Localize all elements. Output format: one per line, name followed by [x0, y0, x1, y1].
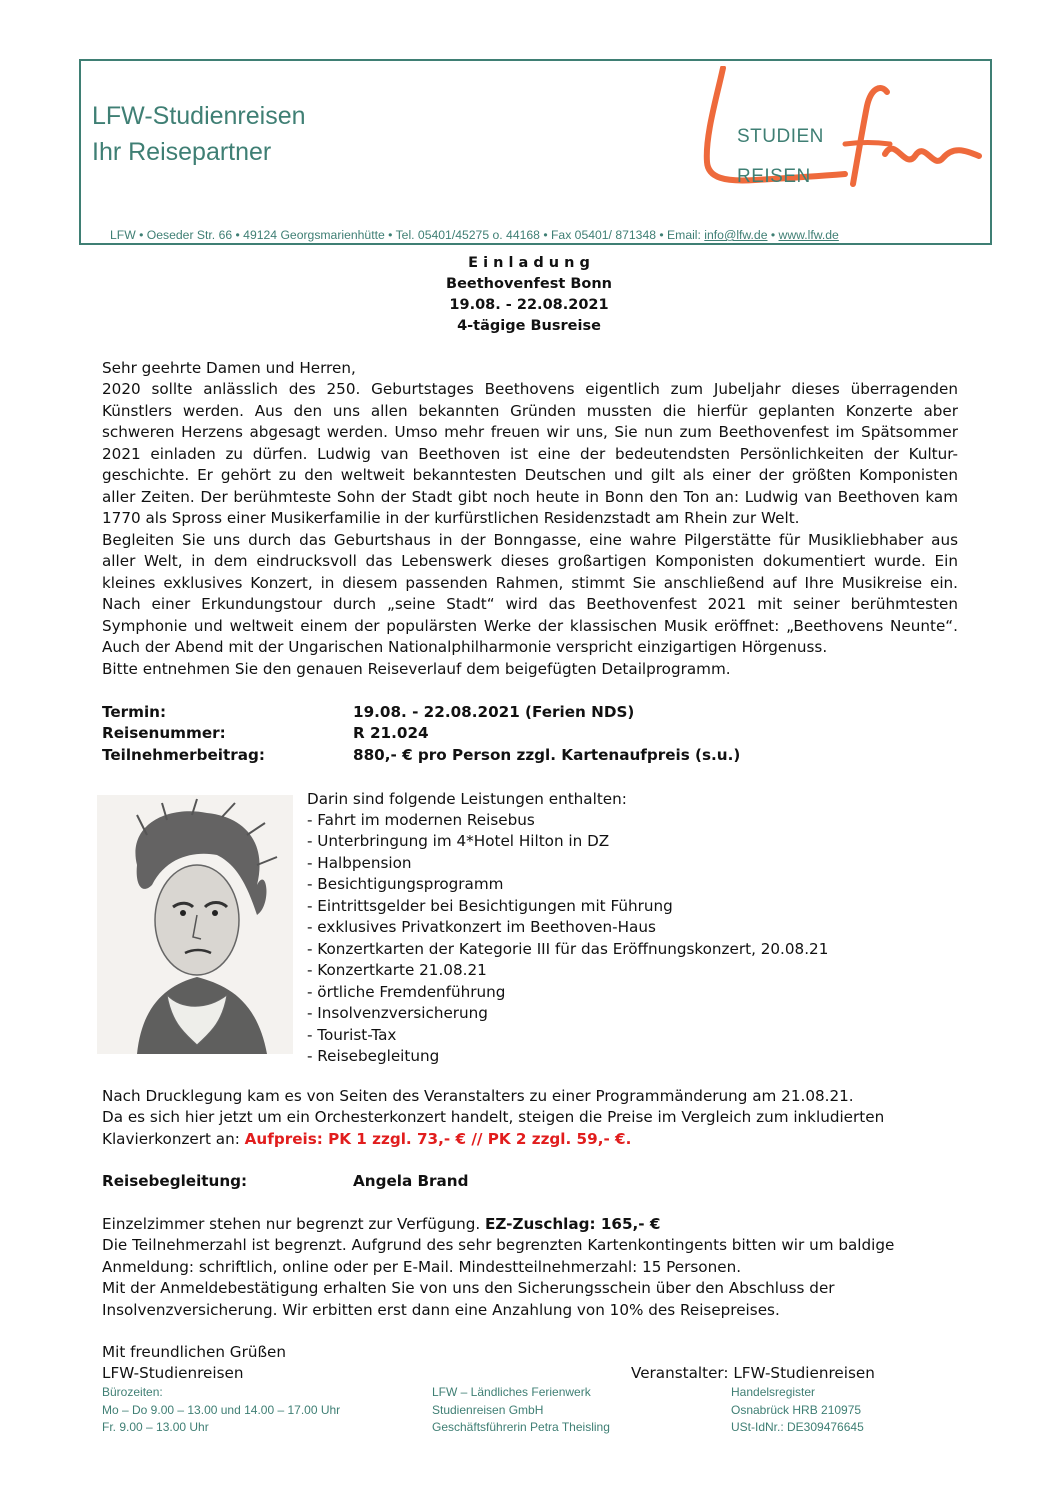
contact-line [110, 228, 839, 242]
termin-label: Termin: [102, 703, 167, 721]
letter-line: Bitte entnehmen Sie den genauen Reiseverlauf dem beigefügten Detailprogramm. [102, 660, 731, 678]
service-item: - Konzertkarten der Kategorie III für das Eröffnungskonzert, 20.08.21 [307, 940, 829, 958]
title-invitation: E i n l a d u n g [468, 255, 590, 271]
service-item: - Reisebegleitung [307, 1047, 440, 1065]
booking-line: Die Teilnehmerzahl ist begrenzt. Aufgrund des sehr begrenzten Kartenkontingents bitten wir um baldige [102, 1236, 895, 1254]
title-event: Beethovenfest Bonn [446, 276, 612, 292]
reisenummer-label: Reisenummer: [102, 724, 226, 742]
footer-company-name: LFW – Ländliches Ferienwerk [432, 1385, 591, 1399]
contact-separator: • [767, 228, 779, 242]
single-room-line [102, 1214, 958, 1236]
letter-line: geschichte. Er gehört zu den weltweit bekanntesten Deutschen und gilt als einer der größten Komponisten [102, 466, 958, 484]
change-notice-prefix: Klavierkonzert an: [102, 1130, 245, 1148]
letter-line: 2020 sollte anlässlich des 250. Geburtstages Beethovens eigentlich zum Jubeljahr dieses überragenden [102, 380, 958, 398]
title-dates: 19.08. - 22.08.2021 [449, 297, 609, 313]
letter-line: Auch der Abend mit der Ungarischen Nationalphilharmonie verspricht einzigartigen Hörgenuss. [102, 638, 828, 656]
service-item: - Konzertkarte 21.08.21 [307, 961, 487, 979]
lfw-logo [695, 66, 985, 190]
letter-line: kleines exklusives Konzert, in diesem passenden Rahmen, stimmt Sie anschließend auf Ihre Musikreise ein. [102, 574, 958, 592]
service-item: - Unterbringung im 4*Hotel Hilton in DZ [307, 832, 610, 850]
services-intro: Darin sind folgende Leistungen enthalten: [307, 790, 627, 808]
letter-line: Symphonie und weltweit einem der populärsten Werke der klassischen Musik eröffnet: „Beethovens Neunte“. [102, 617, 958, 635]
booking-line: Anmeldung: schriftlich, online oder per E-Mail. Mindestteilnehmerzahl: 15 Personen. [102, 1258, 742, 1276]
letter-line: aller Welt, in dem eindrucksvoll das Lebenswerk dieses großartigen Komponisten dokumentiert wurde. Ein [102, 552, 958, 570]
closing-greeting: Mit freundlichen Grüßen [102, 1343, 286, 1361]
closing-sender: LFW-Studienreisen [102, 1364, 244, 1382]
reisenummer-value: R 21.024 [353, 724, 429, 742]
footer-office-hours-title: Bürozeiten: [102, 1385, 163, 1399]
footer-company [432, 1384, 610, 1437]
teilnehmerbeitrag-label: Teilnehmerbeitrag: [102, 746, 265, 764]
footer-registry-title: Handelsregister [731, 1385, 816, 1399]
tour-guide-name: Angela Brand [353, 1172, 469, 1190]
teilnehmerbeitrag-value: 880,- € pro Person zzgl. Kartenaufpreis (s.u.) [353, 746, 741, 764]
booking-line: Insolvenzversicherung. Wir erbitten erst dann eine Anzahlung von 10% des Reisepreises. [102, 1301, 780, 1319]
organizer-line: Veranstalter: LFW-Studienreisen [631, 1364, 875, 1382]
footer-company-ceo: Geschäftsführerin Petra Theisling [432, 1420, 610, 1434]
termin-value: 19.08. - 22.08.2021 (Ferien NDS) [353, 703, 635, 721]
service-item: - Tourist-Tax [307, 1026, 397, 1044]
letter-line: aller Zeiten. Der berühmteste Sohn der Stadt gibt noch heute in Bonn den Ton an: Ludwig van Beethoven kam [102, 488, 958, 506]
title-trip-type: 4-tägige Busreise [457, 318, 601, 334]
logo-text-studien: STUDIEN [737, 126, 824, 147]
service-item: - Halbpension [307, 854, 412, 872]
tour-guide-label: Reisebegleitung: [102, 1172, 248, 1190]
footer-vat-id: USt-IdNr.: DE309476645 [731, 1420, 864, 1434]
footer-office-hours-friday: Fr. 9.00 – 13.00 Uhr [102, 1420, 209, 1434]
letter-line: Begleiten Sie uns durch das Geburtshaus in der Bonngasse, eine wahre Pilgerstätte für Musikliebhaber aus [102, 531, 958, 549]
service-item: - exklusives Privatkonzert im Beethoven-Haus [307, 918, 656, 936]
surcharge-period: . [625, 1130, 632, 1148]
surcharge-highlight: Aufpreis: PK 1 zzgl. 73,- € // PK 2 zzgl. 59,- € [244, 1130, 626, 1148]
booking-line: Mit der Anmeldebestätigung erhalten Sie von uns den Sicherungsschein über den Abschluss der [102, 1279, 835, 1297]
change-notice-price-line [102, 1129, 958, 1151]
email-link[interactable]: info@lfw.de [704, 228, 768, 242]
letter-line: Künstlers werden. Aus den uns allen bekannten Gründen mussten die hierfür geplanten Konzerte aber [102, 402, 958, 420]
change-notice-line: Nach Drucklegung kam es von Seiten des Veranstalters zu einer Programmänderung am 21.08.21. [102, 1087, 854, 1105]
single-room-text: Einzelzimmer stehen nur begrenzt zur Verfügung. [102, 1215, 486, 1233]
footer-registry [731, 1384, 864, 1437]
service-item: - örtliche Fremdenführung [307, 983, 506, 1001]
salutation: Sehr geehrte Damen und Herren, [102, 359, 356, 377]
letter-line: schweren Herzens abgesagt werden. Umso mehr freuen wir uns, Sie nun zum Beethovenfest im Spätsommer [102, 423, 958, 441]
beethoven-portrait-image [97, 795, 293, 1054]
service-item: - Fahrt im modernen Reisebus [307, 811, 535, 829]
change-notice-line: Da es sich hier jetzt um ein Orchesterkonzert handelt, steigen die Preise im Vergleich zum inkludierten [102, 1108, 885, 1126]
footer-office-hours-weekdays: Mo – Do 9.00 – 13.00 und 14.00 – 17.00 Uhr [102, 1402, 341, 1417]
footer-company-legal: Studienreisen GmbH [432, 1402, 544, 1417]
website-link[interactable]: www.lfw.de [778, 228, 839, 242]
letter-line: 1770 als Spross einer Musikerfamilie in der kurfürstlichen Residenzstadt am Rhein zur Welt. [102, 509, 800, 527]
footer-registry-number: Osnabrück HRB 210975 [731, 1402, 862, 1417]
service-item: - Eintrittsgelder bei Besichtigungen mit Führung [307, 897, 673, 915]
company-tagline: Ihr Reisepartner [92, 138, 272, 166]
footer-office-hours [102, 1384, 340, 1437]
service-item: - Besichtigungsprogramm [307, 875, 504, 893]
letter-line: Nach einer Erkundungstour durch „seine Stadt“ wird das Beethovenfest 2021 mit seiner berühmtesten [102, 595, 958, 613]
service-item: - Insolvenzversicherung [307, 1004, 488, 1022]
logo-text-reisen: REISEN [737, 166, 811, 187]
letter-line: 2021 einladen zu dürfen. Ludwig van Beethoven ist eine der bedeutendsten Persönlichkeiten der Kultur- [102, 445, 958, 463]
contact-details: LFW • Oeseder Str. 66 • 49124 Georgsmarienhütte • Tel. 05401/45275 o. 44168 • Fax 05401/ 871348 • Email: [110, 228, 705, 242]
company-name: LFW-Studienreisen [92, 102, 306, 130]
single-room-surcharge: EZ-Zuschlag: 165,- € [485, 1215, 661, 1233]
